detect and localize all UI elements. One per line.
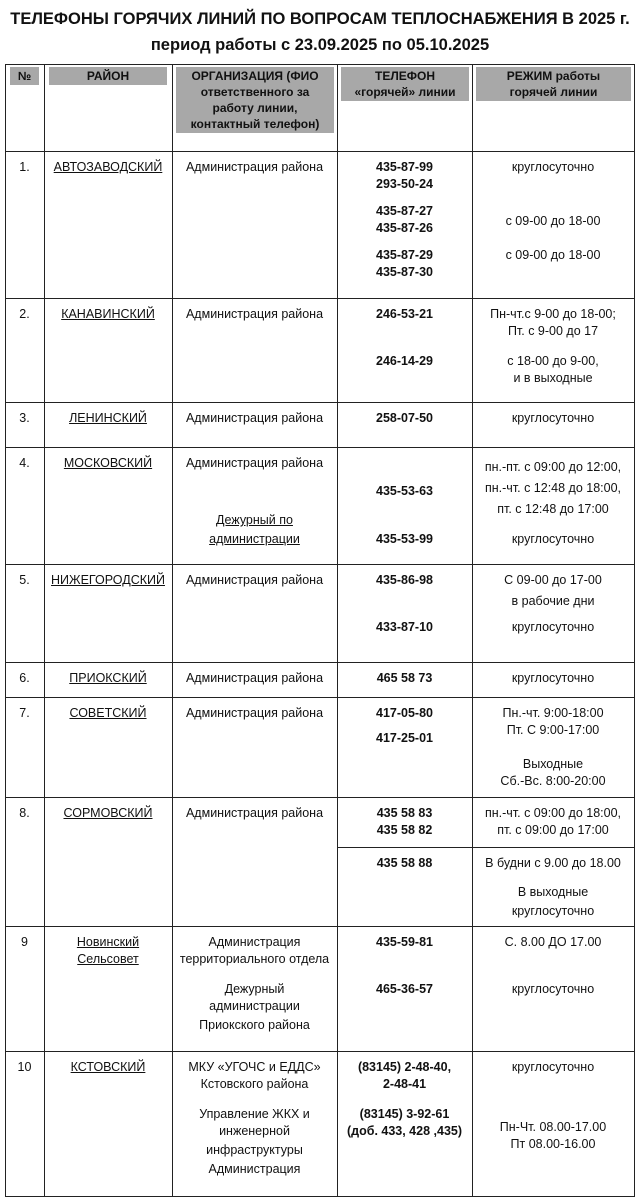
schedule-line: круглосуточно — [511, 904, 595, 918]
schedule-line: Пт. С 9:00-17:00 — [506, 723, 600, 737]
organization-line: Администрация района — [185, 573, 324, 587]
phone-number: 2-48-41 — [382, 1077, 427, 1091]
phone-number: 435 58 82 — [376, 823, 433, 837]
row-number: 2. — [19, 307, 30, 321]
grid-line — [5, 64, 635, 65]
district-name: СОВЕТСКИЙ — [69, 706, 147, 720]
organization-line: Администрация района — [185, 671, 324, 685]
header-org — [176, 67, 334, 133]
schedule-line: пн.-пт. с 09:00 до 12:00, — [484, 460, 622, 474]
district-name: ПРИОКСКИЙ — [69, 671, 147, 685]
organization-line: Администрация района — [185, 806, 324, 820]
grid-line — [5, 564, 635, 565]
organization-line: Администрация района — [185, 307, 324, 321]
organization-line: Администрация района — [185, 456, 324, 470]
header-phone — [341, 67, 469, 101]
district-name: КСТОВСКИЙ — [70, 1060, 146, 1074]
grid-line — [44, 64, 45, 1197]
header-org-line: контактный телефон) — [190, 117, 320, 131]
phone-number: 435 58 83 — [376, 806, 433, 820]
phone-number: 293-50-24 — [376, 177, 433, 191]
row-number: 1. — [19, 160, 30, 174]
phone-number: 465-36-57 — [376, 982, 433, 996]
grid-line — [5, 662, 635, 663]
phone-number: 435-87-30 — [376, 265, 433, 279]
schedule-line: с 09-00 до 18-00 — [505, 214, 601, 228]
phone-number: 246-53-21 — [376, 307, 433, 321]
header-district: РАЙОН — [49, 67, 167, 85]
organization-line: Кстовского района — [200, 1077, 309, 1091]
phone-number: (доб. 433, 428 ,435) — [346, 1124, 463, 1138]
district-name: МОСКОВСКИЙ — [63, 456, 153, 470]
phone-number: 435-87-26 — [376, 221, 433, 235]
grid-line — [5, 447, 635, 448]
grid-line — [5, 402, 635, 403]
page-subtitle: период работы с 23.09.2025 по 05.10.2025 — [150, 36, 490, 54]
organization-line: Управление ЖКХ и — [199, 1107, 310, 1121]
schedule-line: В выходные — [517, 885, 589, 899]
organization-line: инженерной — [219, 1124, 290, 1138]
schedule-line: Пн-Чт. 08.00-17.00 — [499, 1120, 607, 1134]
schedule-line: Пн.-чт. 9:00-18:00 — [502, 706, 604, 720]
row-number: 7. — [19, 706, 30, 720]
schedule-line: круглосуточно — [511, 532, 595, 546]
district-name: ЛЕНИНСКИЙ — [69, 411, 147, 425]
schedule-line: Пт. с 9-00 до 17 — [507, 324, 599, 338]
district-name: Сельсовет — [77, 952, 139, 966]
grid-line — [5, 697, 635, 698]
schedule-line: пт. с 09:00 до 17:00 — [497, 823, 609, 837]
schedule-line: С. 8.00 ДО 17.00 — [504, 935, 602, 949]
page-title: ТЕЛЕФОНЫ ГОРЯЧИХ ЛИНИЙ ПО ВОПРОСАМ ТЕПЛОСНАБЖЕНИЯ В 2025 г. — [10, 10, 630, 28]
row-number: 9 — [21, 935, 28, 949]
schedule-line: круглосуточно — [511, 160, 595, 174]
grid-line — [5, 797, 635, 798]
organization-line: Дежурный — [224, 982, 285, 996]
phone-number: (83145) 3-92-61 — [359, 1107, 450, 1121]
header-num: № — [10, 67, 39, 85]
district-name: Новинский — [76, 935, 140, 949]
header-mode-line: горячей линии — [509, 85, 598, 99]
district-name: АВТОЗАВОДСКИЙ — [53, 160, 163, 174]
row-number: 10 — [17, 1060, 32, 1074]
organization-line: администрации — [209, 999, 300, 1013]
phone-number: 435-86-98 — [376, 573, 433, 587]
schedule-line: пн.-чт. с 09:00 до 18:00, — [484, 806, 622, 820]
schedule-line: круглосуточно — [511, 982, 595, 996]
schedule-line: с 09-00 до 18-00 — [505, 248, 601, 262]
organization-line: Администрация — [208, 935, 301, 949]
organization-line: Администрация района — [185, 160, 324, 174]
organization-line: Администрация района — [185, 706, 324, 720]
phone-number: 258-07-50 — [376, 411, 433, 425]
phone-number: 435-53-99 — [376, 532, 433, 546]
organization-line: инфраструктуры — [206, 1143, 303, 1157]
schedule-line: С 09-00 до 17-00 — [504, 573, 602, 587]
phone-number: 417-05-80 — [376, 706, 433, 720]
district-name: НИЖЕГОРОДСКИЙ — [51, 573, 165, 587]
header-phone-line: «горячей» линии — [354, 85, 456, 99]
schedule-line: круглосуточно — [511, 411, 595, 425]
district-name: СОРМОВСКИЙ — [63, 806, 153, 820]
schedule-line: круглосуточно — [511, 620, 595, 634]
phone-number: 435-53-63 — [376, 484, 433, 498]
district-name: КАНАВИНСКИЙ — [61, 307, 155, 321]
phone-number: 435-59-81 — [376, 935, 433, 949]
schedule-line: пн.-чт. с 12:48 до 18:00, — [484, 481, 622, 495]
phone-number: 465 58 73 — [376, 671, 433, 685]
organization-line: Администрация — [208, 1162, 301, 1176]
organization-line: территориального отдела — [179, 952, 330, 966]
schedule-line: и в выходные — [513, 371, 593, 385]
row-number: 8. — [19, 806, 30, 820]
schedule-line: круглосуточно — [511, 671, 595, 685]
header-org-line: ОРГАНИЗАЦИЯ (ФИО — [191, 69, 319, 83]
grid-line — [634, 64, 635, 1197]
schedule-line: Выходные — [522, 757, 584, 771]
organization-line: МКУ «УГОЧС и ЕДДС» — [188, 1060, 321, 1074]
schedule-line: Сб.-Вс. 8:00-20:00 — [500, 774, 606, 788]
organization-line: администрации — [209, 532, 300, 546]
grid-line — [5, 151, 635, 152]
phone-number: 435-87-99 — [376, 160, 433, 174]
schedule-line: В будни с 9.00 до 18.00 — [485, 856, 621, 870]
schedule-line: в рабочие дни — [511, 594, 595, 608]
schedule-line: с 18-00 до 9-00, — [507, 354, 599, 368]
header-org-line: ответственного за — [200, 85, 310, 99]
row-number: 4. — [19, 456, 30, 470]
header-org-line: работу линии, — [212, 101, 298, 115]
hotline-table — [5, 64, 635, 1197]
phone-number: 246-14-29 — [376, 354, 433, 368]
phone-number: 435-87-29 — [376, 248, 433, 262]
header-mode-line: РЕЖИМ работы — [506, 69, 601, 83]
organization-line: Приокского района — [199, 1018, 310, 1032]
schedule-line: Пт 08.00-16.00 — [510, 1137, 596, 1151]
header-mode — [476, 67, 631, 101]
grid-line — [5, 298, 635, 299]
grid-line — [5, 1051, 635, 1052]
grid-line — [5, 1196, 635, 1197]
phone-number: 433-87-10 — [376, 620, 433, 634]
organization-line: Дежурный по — [216, 513, 293, 527]
row-number: 5. — [19, 573, 30, 587]
schedule-line: круглосуточно — [511, 1060, 595, 1074]
grid-line — [337, 847, 635, 848]
grid-line — [5, 64, 6, 1197]
phone-number: 435 58 88 — [376, 856, 433, 870]
header-phone-line: ТЕЛЕФОН — [375, 69, 435, 83]
phone-number: (83145) 2-48-40, — [357, 1060, 452, 1074]
row-number: 6. — [19, 671, 30, 685]
organization-line: Администрация района — [185, 411, 324, 425]
schedule-line: пт. с 12:48 до 17:00 — [497, 502, 609, 516]
phone-number: 435-87-27 — [376, 204, 433, 218]
phone-number: 417-25-01 — [376, 731, 433, 745]
schedule-line: Пн-чт.с 9-00 до 18-00; — [490, 307, 616, 321]
grid-line — [5, 926, 635, 927]
row-number: 3. — [19, 411, 30, 425]
